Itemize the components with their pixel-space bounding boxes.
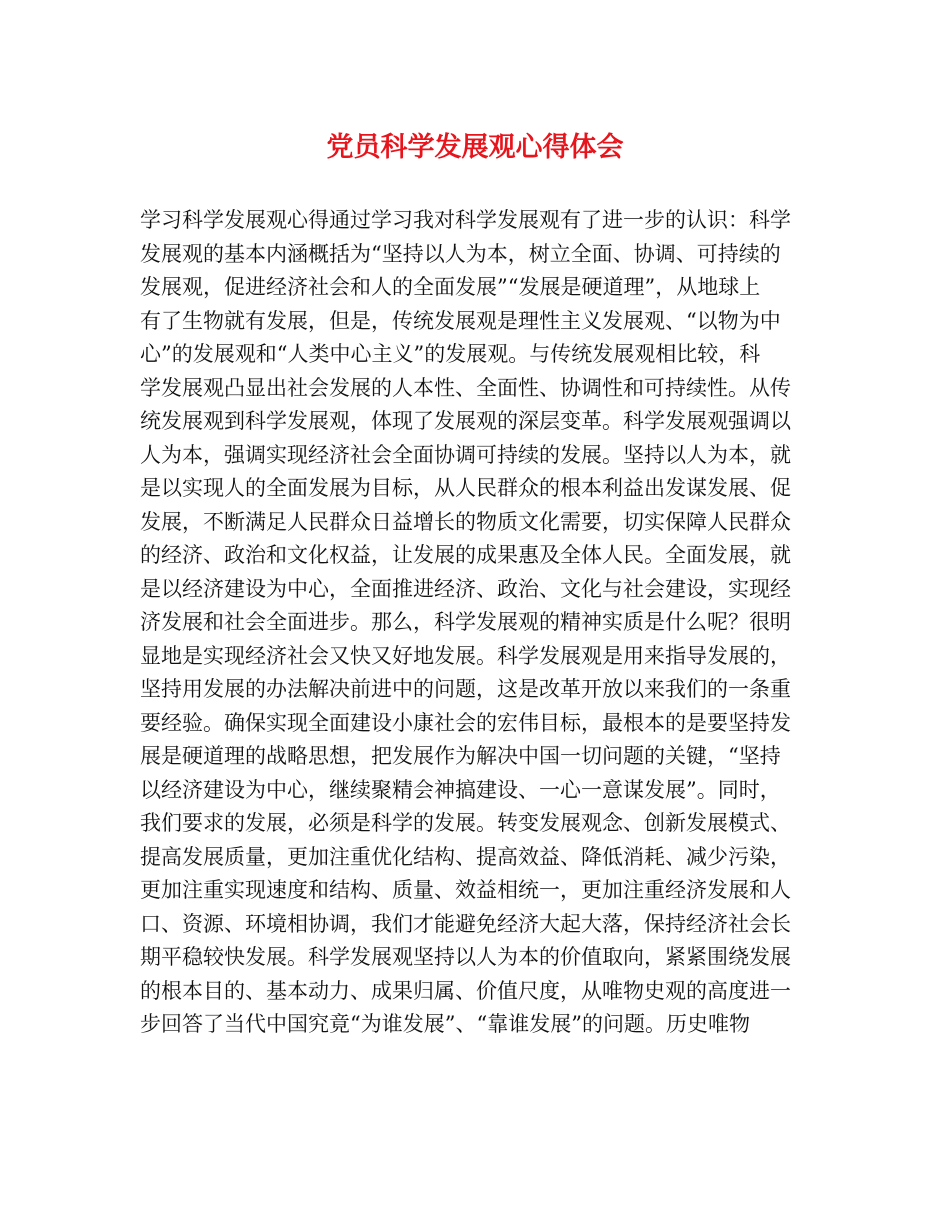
- body-line: 以经济建设为中心，继续聚精会神搞建设、一心一意谋发展”。同时，: [140, 777, 781, 802]
- body-line: 口、资源、环境相协调，我们才能避免经济大起大落，保持经济社会长: [140, 911, 791, 936]
- body-line: 心”的发展观和“人类中心主义”的发展观。与传统发展观相比较，科: [140, 342, 761, 366]
- body-line: 的根本目的、基本动力、成果归属、价值尺度，从唯物史观的高度进一: [140, 978, 791, 1003]
- body-line: 的经济、政治和文化权益，让发展的成果惠及全体人民。全面发展，就: [140, 543, 791, 567]
- body-line: 显地是实现经济社会又快又好地发展。科学发展观是用来指导发展的，: [140, 643, 791, 668]
- body-line: 有了生物就有发展，但是，传统发展观是理性主义发展观、“以物为中: [140, 308, 781, 333]
- body-line: 提高发展质量，更加注重优化结构、提高效益、降低消耗、减少污染，: [140, 844, 791, 869]
- body-line: 济发展和社会全面进步。那么，科学发展观的精神实质是什么呢？很明: [140, 610, 791, 634]
- body-line: 更加注重实现速度和结构、质量、效益相统一，更加注重经济发展和人: [140, 878, 791, 902]
- body-line: 是以经济建设为中心，全面推进经济、政治、文化与社会建设，实现经: [140, 576, 791, 601]
- document-body: [140, 204, 816, 1042]
- body-line: 发展观，促进经济社会和人的全面发展”“发展是硬道理”，从地球上: [140, 275, 761, 299]
- document-title: 党员科学发展观心得体会: [326, 132, 624, 163]
- body-line: 展是硬道理的战略思想，把发展作为解决中国一切问题的关键，“坚持: [140, 744, 781, 768]
- body-line: 人为本，强调实现经济社会全面协调可持续的发展。坚持以人为本，就: [140, 442, 791, 467]
- body-line: 要经验。确保实现全面建设小康社会的宏伟目标，最根本的是要坚持发: [140, 710, 791, 735]
- body-line: 统发展观到科学发展观，体现了发展观的深层变革。科学发展观强调以: [140, 409, 791, 433]
- body-line: 学发展观凸显出社会发展的人本性、全面性、协调性和可持续性。从传: [140, 375, 791, 400]
- body-line: 是以实现人的全面发展为目标，从人民群众的根本利益出发谋发展、促: [140, 476, 791, 500]
- body-line: 坚持用发展的办法解决前进中的问题，这是改革开放以来我们的一条重: [140, 677, 791, 701]
- body-line: 发展，不断满足人民群众日益增长的物质文化需要，切实保障人民群众: [140, 509, 791, 534]
- body-line: 发展观的基本内涵概括为“坚持以人为本，树立全面、协调、可持续的: [140, 241, 781, 266]
- body-line: 我们要求的发展，必须是科学的发展。转变发展观念、创新发展模式、: [140, 811, 791, 835]
- body-line: 期平稳较快发展。科学发展观坚持以人为本的价值取向，紧紧围绕发展: [140, 945, 791, 969]
- body-line: 步回答了当代中国究竟“为谁发展”、“靠谁发展”的问题。历史唯物: [140, 1012, 750, 1036]
- body-line: 学习科学发展观心得通过学习我对科学发展观有了进一步的认识：科学: [140, 208, 791, 232]
